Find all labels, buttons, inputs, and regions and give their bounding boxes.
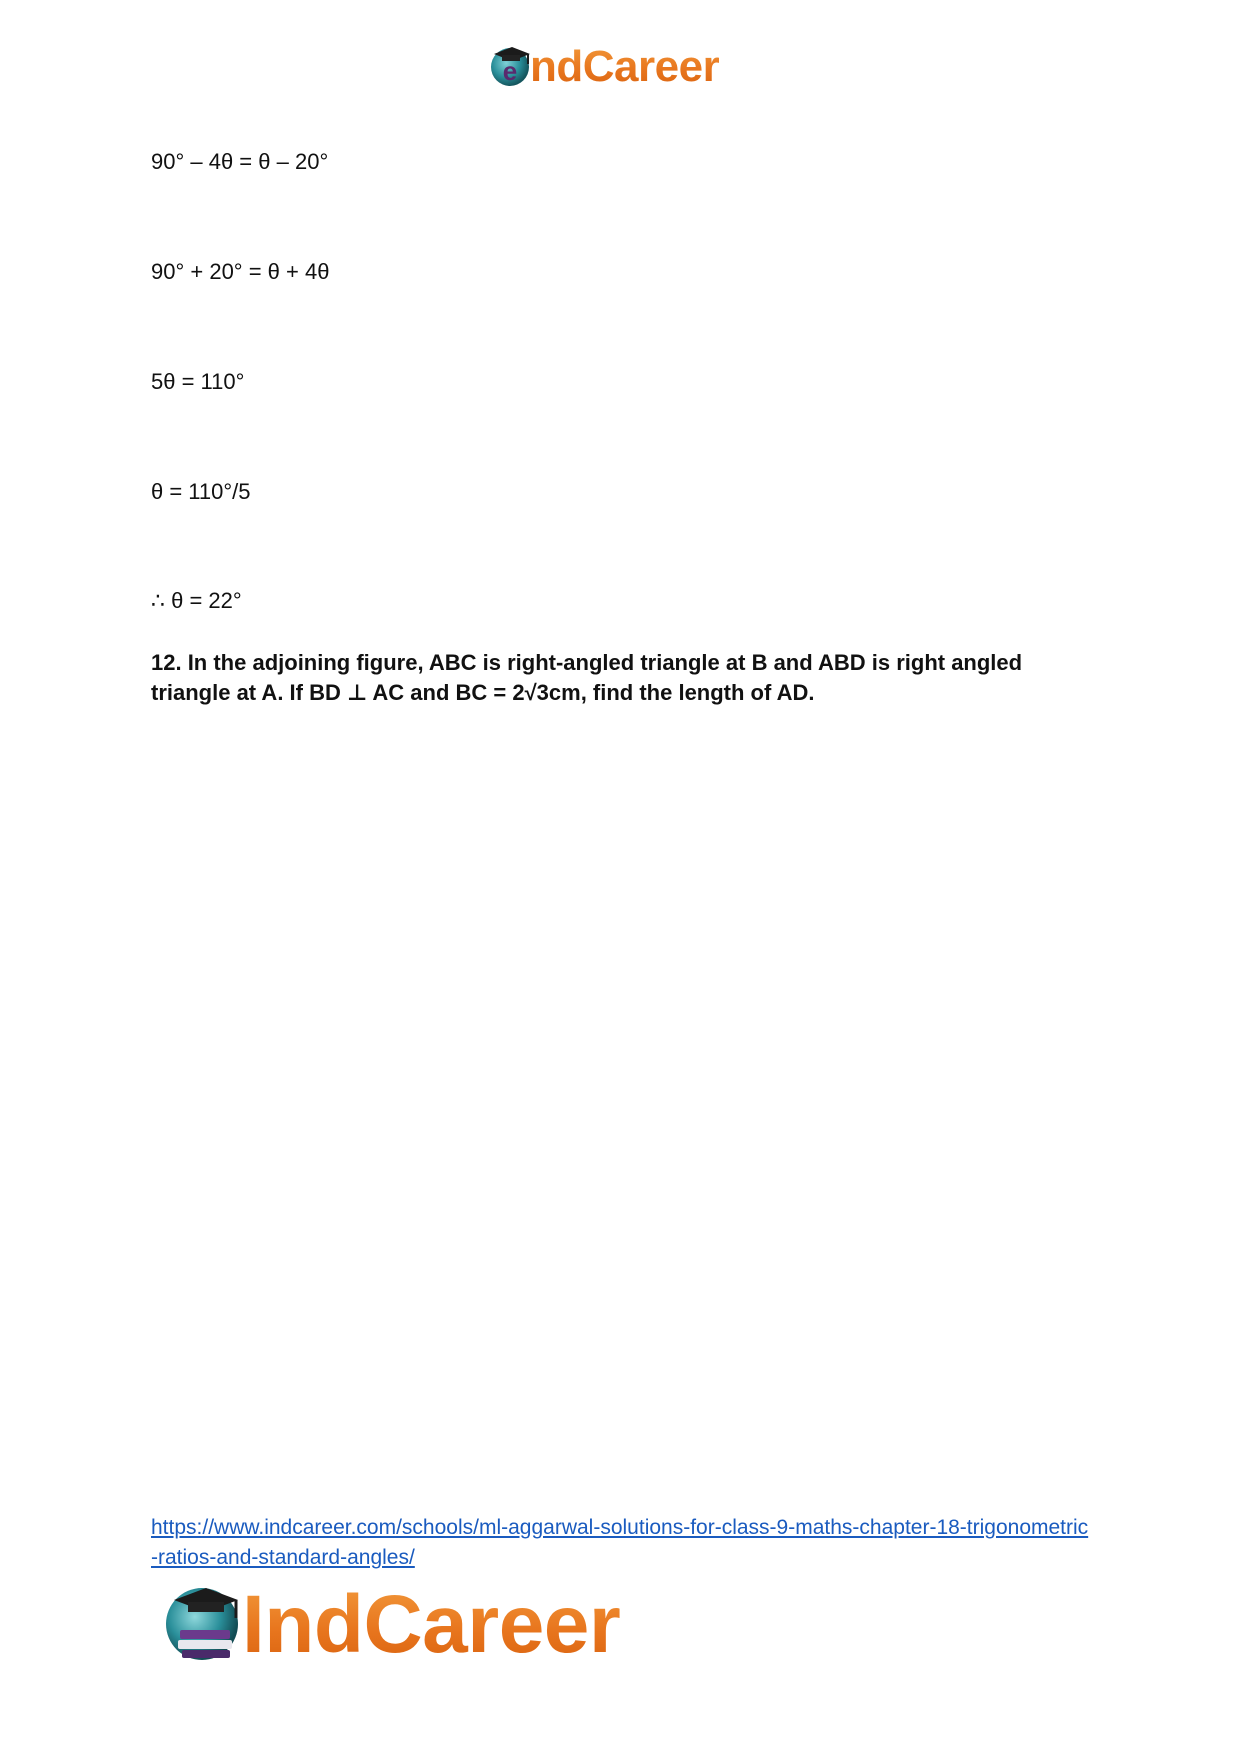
footer-logo [162, 1580, 620, 1670]
footer-link[interactable]: https://www.indcareer.com/schools/ml-aggarwal-solutions-for-class-9-maths-chapter-18-trigonometric-ratios-and-standard-angles/ [151, 1516, 1089, 1569]
step-line: 90° + 20° = θ + 4θ [151, 259, 330, 284]
step-line: θ = 110°/5 [151, 479, 251, 504]
header-logo [488, 42, 719, 92]
header-logo-word: ndCareer [530, 42, 720, 91]
step-line: 90° – 4θ = θ – 20° [151, 149, 329, 174]
question-text: 12. In the adjoining figure, ABC is right-angled triangle at B and ABD is right angled triangle at A. If BD ⊥ AC and BC = 2√3cm, find the length of AD. [151, 650, 1023, 705]
svg-text:e: e [502, 55, 518, 86]
step-line: 5θ = 110° [151, 369, 245, 394]
footer-logo-word: IndCareer [242, 1579, 621, 1670]
step-line: ∴ θ = 22° [151, 588, 242, 613]
graduation-cap-globe-books-icon [162, 1580, 248, 1671]
graduation-cap-globe-icon [488, 42, 534, 93]
